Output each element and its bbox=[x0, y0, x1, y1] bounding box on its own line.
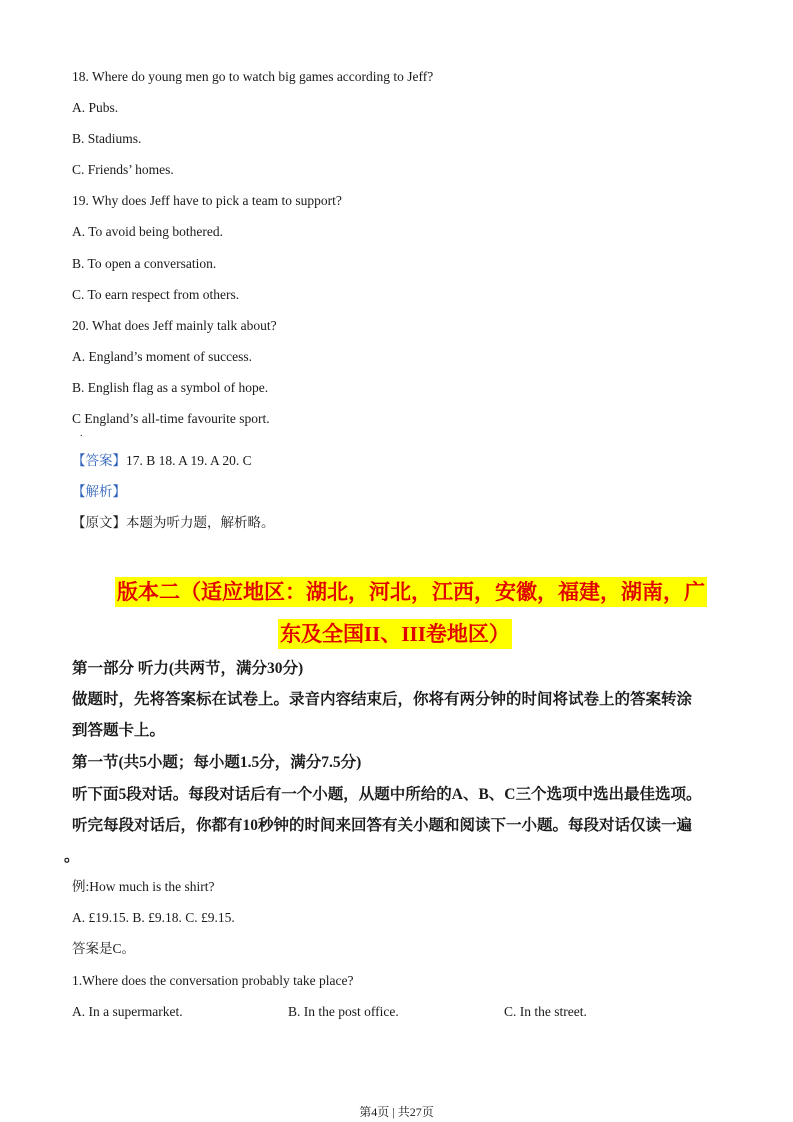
answer-label: 【答案】 bbox=[72, 453, 126, 468]
q18-stem: 18. Where do young men go to watch big games according to Jeff? bbox=[72, 69, 434, 84]
part1-instruction-line1: 做题时，先将答案标在试卷上。录音内容结束后，你将有两分钟的时间将试卷上的答案转涂 bbox=[72, 691, 693, 708]
example-options: A. £19.15. B. £9.18. C. £9.15. bbox=[72, 910, 235, 925]
q20-option-b: B. English flag as a symbol of hope. bbox=[72, 380, 269, 395]
stray-mark: . bbox=[80, 428, 83, 439]
q19-option-b: B. To open a conversation. bbox=[72, 256, 217, 271]
q19-option-a: A. To avoid being bothered. bbox=[72, 224, 224, 239]
example-answer: 答案是C。 bbox=[72, 941, 136, 956]
q1-stem: 1.Where does the conversation probably take place? bbox=[72, 973, 354, 988]
answer-line bbox=[72, 452, 252, 470]
q1-option-b: B. In the post office. bbox=[288, 1004, 399, 1019]
original-line bbox=[72, 514, 275, 532]
example-question: 例:How much is the shirt? bbox=[72, 879, 215, 894]
q20-option-c: C England’s all-time favourite sport. bbox=[72, 411, 270, 426]
q18-option-a: A. Pubs. bbox=[72, 100, 119, 115]
q1-option-a: A. In a supermarket. bbox=[72, 1004, 183, 1019]
q20-stem: 20. What does Jeff mainly talk about? bbox=[72, 318, 277, 333]
q19-option-c: C. To earn respect from others. bbox=[72, 287, 240, 302]
q20-option-a: A. England’s moment of success. bbox=[72, 349, 252, 364]
version-heading-line2: 东及全国II、III卷地区） bbox=[278, 619, 512, 649]
q19-stem: 19. Why does Jeff have to pick a team to support? bbox=[72, 193, 342, 208]
q1-option-c: C. In the street. bbox=[504, 1004, 587, 1019]
q18-option-b: B. Stadiums. bbox=[72, 131, 142, 146]
section1-instruction-line3: 。 bbox=[64, 848, 80, 865]
q18-option-c: C. Friends’ homes. bbox=[72, 162, 174, 177]
original-text: 本题为听力题，解析略。 bbox=[126, 515, 275, 530]
section1-title: 第一节(共5小题；每小题1.5分，满分7.5分) bbox=[72, 754, 362, 771]
analysis-label: 【解析】 bbox=[72, 484, 126, 499]
page-footer: 第4页 | 共27页 bbox=[359, 1105, 434, 1119]
part1-title: 第一部分 听力(共两节，满分30分) bbox=[72, 660, 304, 677]
version-heading-line1: 版本二（适应地区：湖北，河北，江西，安徽，福建，湖南，广 bbox=[115, 577, 707, 607]
answer-text: 17. B 18. A 19. A 20. C bbox=[126, 453, 252, 468]
original-label: 【原文】 bbox=[72, 515, 126, 530]
section1-instruction-line2: 听完每段对话后，你都有10秒钟的时间来回答有关小题和阅读下一小题。每段对话仅读一遍 bbox=[72, 817, 693, 834]
section1-instruction-line1: 听下面5段对话。每段对话后有一个小题，从题中所给的A、B、C三个选项中选出最佳选项。 bbox=[72, 786, 702, 803]
part1-instruction-line2: 到答题卡上。 bbox=[72, 722, 166, 739]
